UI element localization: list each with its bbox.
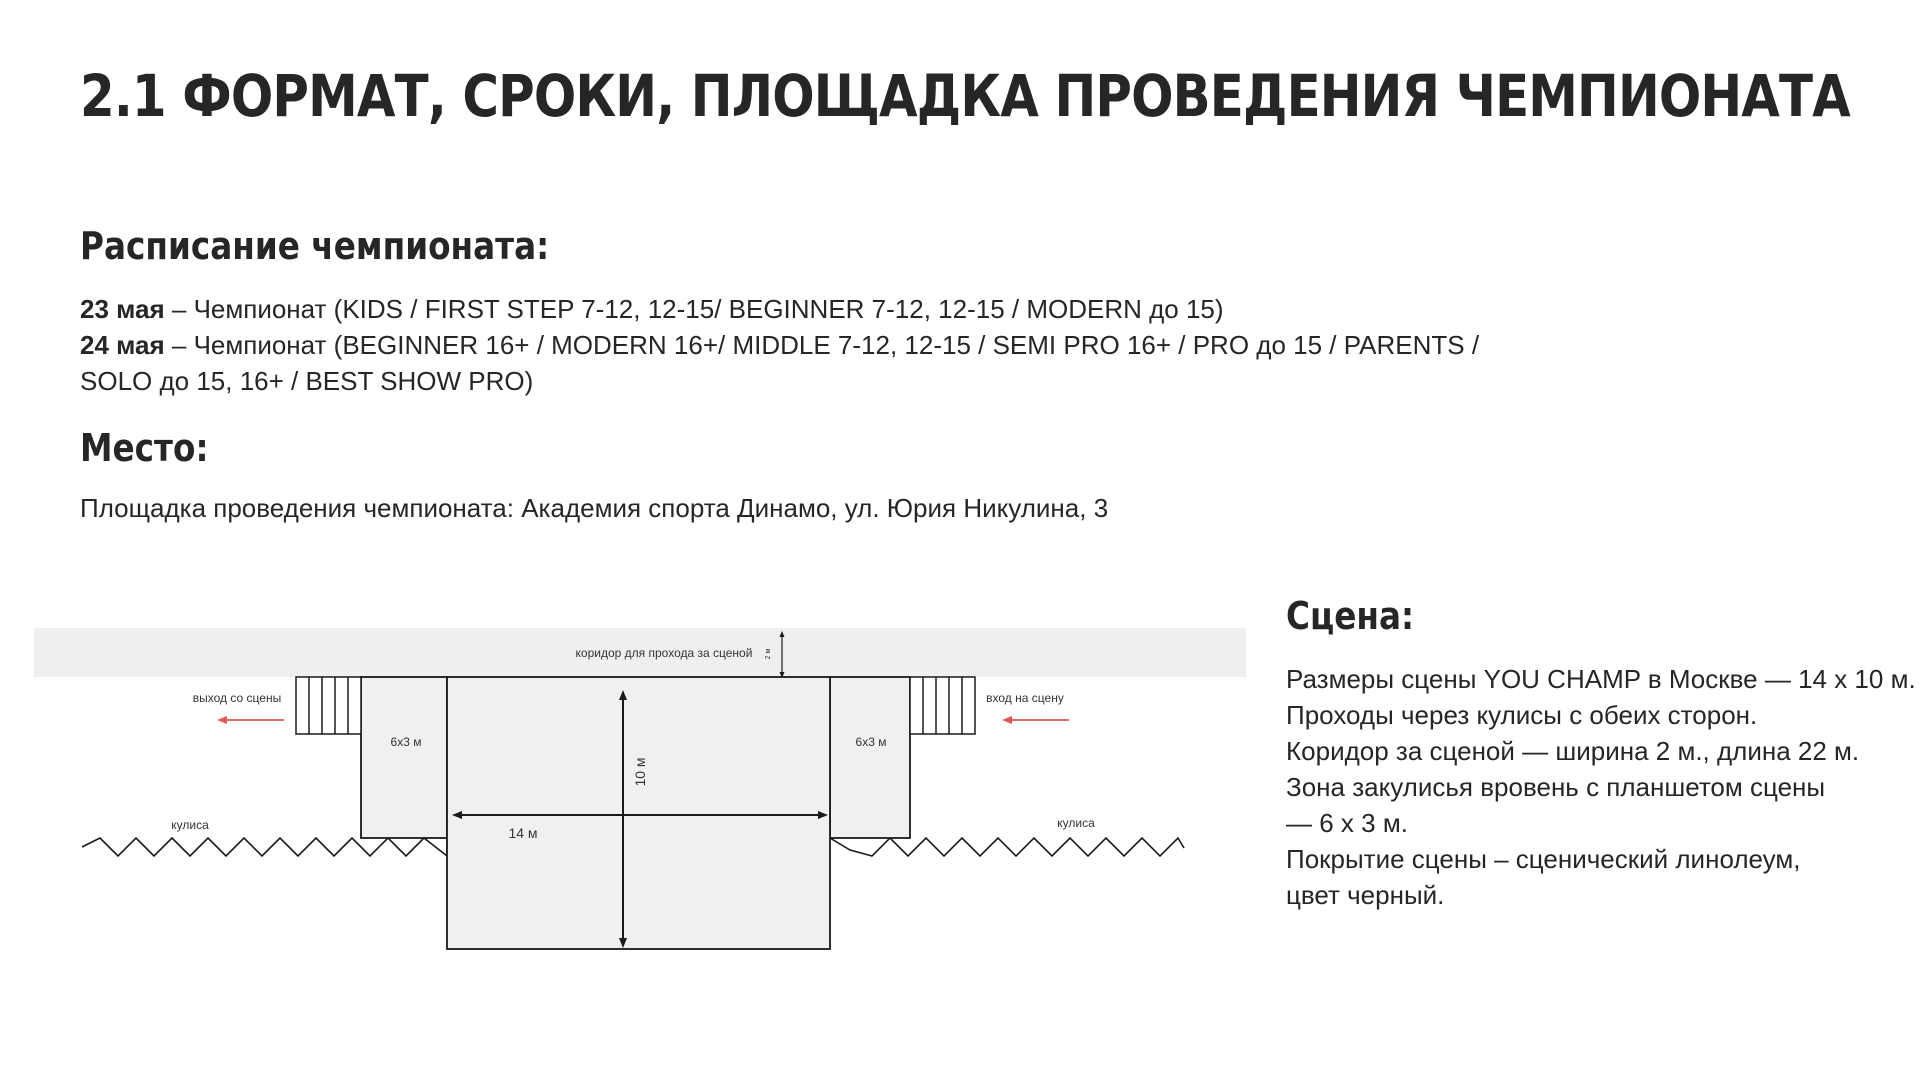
schedule-date: 24 мая	[80, 330, 165, 360]
stage-line: Покрытие сцены – сценический линолеум,	[1286, 844, 1801, 874]
stage-width-label: 14 м	[508, 825, 538, 841]
stage-plan-diagram	[0, 600, 1260, 970]
wing-zigzag-right	[830, 838, 1184, 856]
backstage-left-size: 6х3 м	[390, 735, 422, 749]
schedule-text	[80, 291, 1479, 399]
page-title: 2.1 ФОРМАТ, СРОКИ, ПЛОЩАДКА ПРОВЕДЕНИЯ ЧЕМПИОНАТА	[80, 62, 1850, 130]
schedule-desc: SOLO до 15, 16+ / BEST SHOW PRO)	[80, 366, 534, 396]
backstage-zone-right	[830, 677, 910, 838]
stage-line: Коридор за сценой — ширина 2 м., длина 22 м.	[1286, 736, 1860, 766]
corridor-label: коридор для прохода за сценой	[575, 646, 753, 660]
schedule-desc: – Чемпионат (BEGINNER 16+ / MODERN 16+/ MIDDLE 7-12, 12-15 / SEMI PRO 16+ / PRO до 15 / PARENTS /	[164, 330, 1480, 360]
schedule-date: 23 мая	[80, 294, 165, 324]
stage-line: цвет черный.	[1286, 880, 1445, 910]
wing-left-label: кулиса	[171, 818, 209, 832]
main-stage	[447, 677, 830, 949]
corridor-width-label: 2 м	[765, 648, 772, 660]
stage-description	[1286, 661, 1916, 913]
exit-label: выход со сцены	[192, 691, 282, 705]
schedule-line-2	[80, 327, 1479, 363]
stage-line: Проходы через кулисы с обеих сторон.	[1286, 700, 1758, 730]
schedule-heading: Расписание чемпионата:	[80, 224, 550, 268]
stairs-right	[910, 677, 975, 734]
wing-right-label: кулиса	[1057, 816, 1095, 830]
stage-heading: Сцена:	[1286, 594, 1415, 638]
stage-line: Размеры сцены YOU CHAMP в Москве — 14 х 10 м.	[1286, 664, 1916, 694]
wing-zigzag-left	[82, 838, 447, 856]
stage-line: — 6 х 3 м.	[1286, 808, 1408, 838]
backstage-right-size: 6х3 м	[855, 735, 887, 749]
schedule-line-1	[80, 291, 1479, 327]
backstage-zone-left	[361, 677, 447, 838]
place-heading: Место:	[80, 426, 209, 470]
enter-label: вход на сцену	[986, 691, 1064, 705]
place-text: Площадка проведения чемпионата: Академия спорта Динамо, ул. Юрия Никулина, 3	[80, 493, 1109, 523]
stage-height-label: 10 м	[632, 757, 648, 787]
stairs-left	[296, 677, 361, 734]
stage-line: Зона закулисья вровень с планшетом сцены	[1286, 772, 1826, 802]
schedule-desc: – Чемпионат (KIDS / FIRST STEP 7-12, 12-15/ BEGINNER 7-12, 12-15 / MODERN до 15)	[164, 294, 1224, 324]
schedule-line-3	[80, 363, 1479, 399]
